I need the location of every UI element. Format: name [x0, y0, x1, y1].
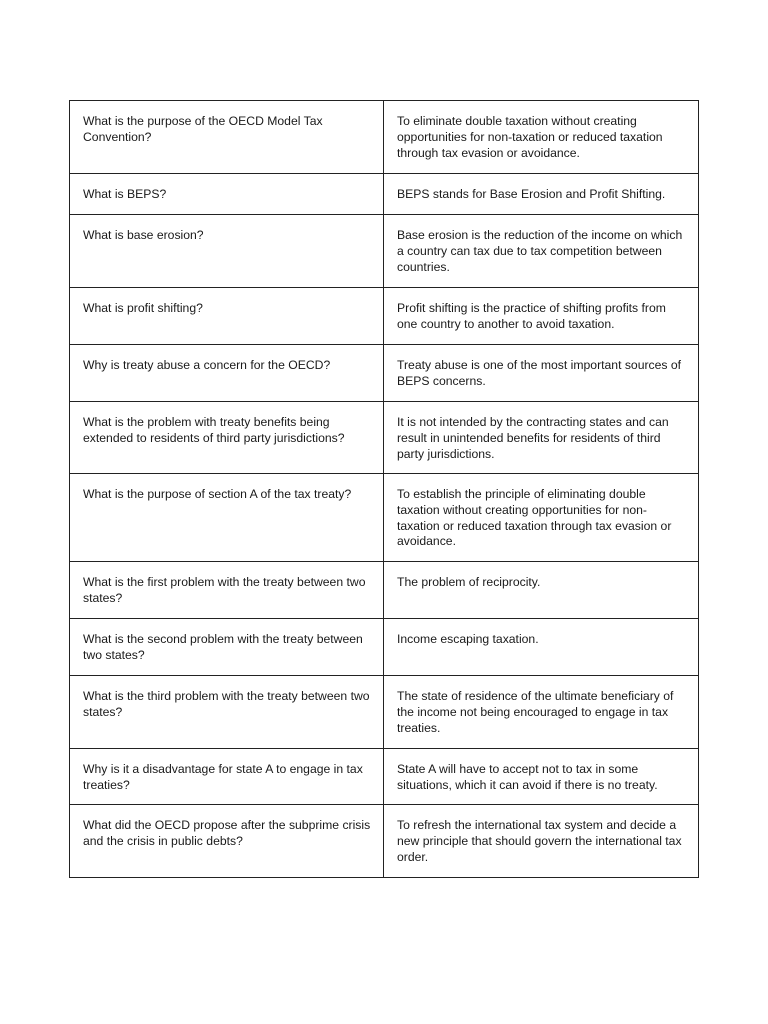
answer-cell: Treaty abuse is one of the most important sources of BEPS concerns. [384, 345, 699, 402]
question-cell: What is base erosion? [70, 215, 384, 288]
question-cell: What did the OECD propose after the subprime crisis and the crisis in public debts? [70, 805, 384, 878]
answer-cell: Base erosion is the reduction of the income on which a country can tax due to tax competition between countries. [384, 215, 699, 288]
table-row [70, 749, 699, 805]
question-cell: What is the first problem with the treaty between two states? [70, 562, 384, 619]
table-row [70, 345, 699, 402]
table-row [70, 101, 699, 174]
question-cell: What is BEPS? [70, 174, 384, 215]
question-cell: Why is it a disadvantage for state A to engage in tax treaties? [70, 749, 384, 805]
flashcard-table [69, 100, 699, 878]
answer-cell: State A will have to accept not to tax in some situations, which it can avoid if there is no treaty. [384, 749, 699, 805]
question-cell: What is the second problem with the treaty between two states? [70, 619, 384, 676]
answer-cell: To establish the principle of eliminating double taxation without creating opportunities for non-taxation or reduced taxation through tax evasion or avoidance. [384, 474, 699, 562]
table-row [70, 174, 699, 215]
table-row [70, 474, 699, 562]
answer-cell: The state of residence of the ultimate beneficiary of the income not being encouraged to engage in tax treaties. [384, 676, 699, 749]
answer-cell: To eliminate double taxation without creating opportunities for non-taxation or reduced taxation through tax evasion or avoidance. [384, 101, 699, 174]
question-cell: What is the third problem with the treaty between two states? [70, 676, 384, 749]
table-row [70, 805, 699, 878]
table-row [70, 676, 699, 749]
answer-cell: BEPS stands for Base Erosion and Profit Shifting. [384, 174, 699, 215]
table-row [70, 215, 699, 288]
answer-cell: It is not intended by the contracting states and can result in unintended benefits for residents of third party jurisdictions. [384, 402, 699, 474]
table-row [70, 619, 699, 676]
answer-cell: To refresh the international tax system and decide a new principle that should govern the international tax order. [384, 805, 699, 878]
table-row [70, 562, 699, 619]
table-row [70, 288, 699, 345]
question-cell: What is the purpose of the OECD Model Tax Convention? [70, 101, 384, 174]
answer-cell: Income escaping taxation. [384, 619, 699, 676]
answer-cell: Profit shifting is the practice of shifting profits from one country to another to avoid taxation. [384, 288, 699, 345]
question-cell: Why is treaty abuse a concern for the OECD? [70, 345, 384, 402]
question-cell: What is the problem with treaty benefits being extended to residents of third party jurisdictions? [70, 402, 384, 474]
question-cell: What is profit shifting? [70, 288, 384, 345]
question-cell: What is the purpose of section A of the tax treaty? [70, 474, 384, 562]
table-row [70, 402, 699, 474]
answer-cell: The problem of reciprocity. [384, 562, 699, 619]
